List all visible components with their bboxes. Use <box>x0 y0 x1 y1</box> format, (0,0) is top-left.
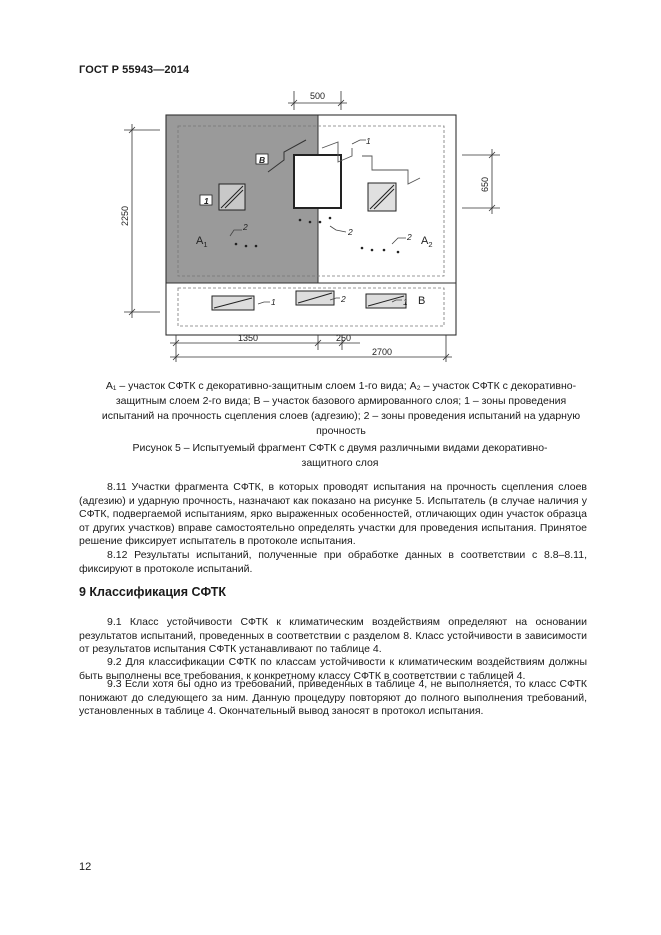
dim-top-label: 500 <box>310 91 326 101</box>
section-9-heading: 9 Классификация СФТК <box>79 585 226 599</box>
page-number: 12 <box>79 861 92 873</box>
adhesion-zone-b3 <box>366 294 406 308</box>
marker-1-text: 1 <box>204 196 209 206</box>
adhesion-zone-b1 <box>212 296 254 310</box>
figure-5-diagram <box>0 0 661 380</box>
dim-bottom <box>170 335 452 362</box>
zone-label-2-a2: 2 <box>407 232 412 242</box>
adhesion-zone-b2 <box>296 291 334 305</box>
dim-left-label: 2250 <box>120 205 130 226</box>
dim-bottom-total-label: 2700 <box>372 347 393 357</box>
label-b: B <box>418 295 426 307</box>
zone-label-1-upper: 1 <box>366 136 371 146</box>
marker-b-text: B <box>259 155 266 165</box>
adhesion-zone-a1 <box>219 184 245 210</box>
label-a1: $A_1$ <box>196 235 208 249</box>
dim-bottom-a-label: 1350 <box>238 333 259 343</box>
zone-label-2-a1: 2 <box>243 222 248 232</box>
paragraph-8-11: 8.11 Участки фрагмента СФТК, в которых проводят испытания на прочность сцепления слоев (адгезию) и ударную прочность, назначают как показано на рисунке 5. Испытатель (в случае наличия у СФТК, подвергаемой испытаниям, ярко выраженных особенностей, отличающих один участок образца от других участков) вправе самостоятельно определять участки для проведения испытания. Принятое решение фиксирует испытатель в протоколе испытания. <box>79 481 587 548</box>
zone-label-1-b: 1 <box>271 297 276 307</box>
paragraph-9-2: 9.2 Для классификации СФТК по классам устойчивости к климатическим воздействиям должны быть выполнены все требования, к конкретному классу СФТК в соответствии с таблицей 4. <box>79 656 587 682</box>
label-a2: $A_2$ <box>421 235 433 249</box>
figure-title: Рисунок 5 – Испытуемый фрагмент СФТК с двумя различными видами декоративно-защитного слоя <box>132 442 548 469</box>
zone-label-2-b: 2 <box>341 294 346 304</box>
figure-legend: A₁ – участок СФТК с декоративно-защитным слоем 1-го вида; A₂ – участок СФТК с декоративно-защитным слоем 2-го вида; B – участок базового армированного слоя; 1 – зоны проведения испытаний на прочность сцепления слоев (адгезию); 2 – зоны проведения испытаний на ударную прочность <box>101 380 581 437</box>
paragraph-9-1: 9.1 Класс устойчивости СФТК к климатическим воздействиям определяют на основании результатов испытаний, проведенных в соответствии с разделом 8. Класс устойчивости в зависимости от результатов испытания СФТК устанавливают по таблице 4. <box>79 616 587 656</box>
zone-label-2-mid: 2 <box>348 227 353 237</box>
document-header: ГОСТ Р 55943—2014 <box>79 64 190 76</box>
adhesion-zone-a2 <box>368 183 396 211</box>
zone-label-1-b2: 1 <box>403 297 408 307</box>
dim-right-label: 650 <box>480 176 490 192</box>
dim-bottom-b-label: 250 <box>336 333 352 343</box>
leader-right-mid <box>362 156 420 184</box>
opening <box>294 155 341 208</box>
paragraph-8-12: 8.12 Результаты испытаний, полученные при обработке данных в соответствии с 8.8–8.11, фиксируют в протоколе испытаний. <box>79 549 587 575</box>
paragraph-9-3: 9.3 Если хотя бы одно из требований, приведенных в таблице 4, не выполняется, то класс СФТК понижают до следующего за ним. Данную процедуру повторяют до полного выполнения требований, установленных в таблице 4. Окончательный вывод заносят в протокол испытания. <box>79 678 587 718</box>
